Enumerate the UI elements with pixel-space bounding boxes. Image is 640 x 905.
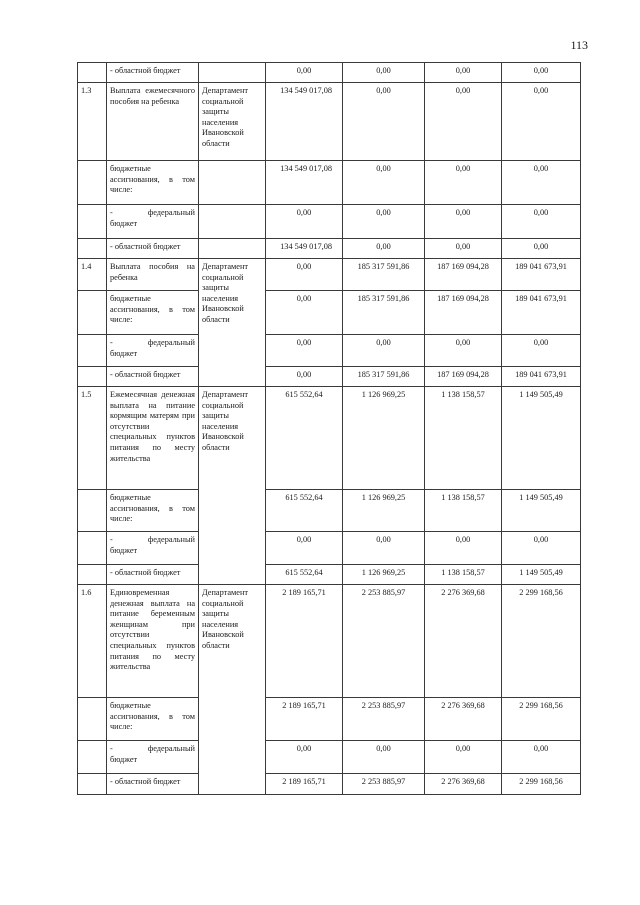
value-cell: 0,00	[425, 741, 502, 774]
value-cell: 0,00	[266, 63, 343, 83]
budget-text: бюджет	[110, 348, 138, 358]
value-cell: 0,00	[343, 83, 425, 161]
table-row	[78, 774, 581, 795]
value-cell: 185 317 591,86	[343, 259, 425, 291]
table-row	[78, 565, 581, 585]
value-cell: 1 149 505,49	[502, 387, 581, 490]
value-cell: 2 253 885,97	[343, 774, 425, 795]
value-cell: 187 169 094,28	[425, 259, 502, 291]
budget-text: бюджет	[110, 218, 138, 228]
item-name-cell: Единовременная денежная выплата на питание беременным женщинам при отсутствии специальных пунктов питания по месту жительства	[107, 585, 199, 698]
table-row	[78, 367, 581, 387]
value-cell: 0,00	[266, 367, 343, 387]
value-cell: 2 276 369,68	[425, 585, 502, 698]
item-name-cell	[107, 205, 199, 239]
value-cell: 0,00	[502, 741, 581, 774]
budget-table	[77, 62, 581, 795]
value-cell: 1 138 158,57	[425, 565, 502, 585]
table-row	[78, 741, 581, 774]
value-cell: 0,00	[502, 161, 581, 205]
item-number-cell	[78, 161, 107, 205]
department-cell: Департамент социальной защиты населения Ивановской области	[199, 585, 266, 795]
value-cell: 0,00	[266, 259, 343, 291]
value-cell: 185 317 591,86	[343, 291, 425, 335]
value-cell: 2 299 168,56	[502, 698, 581, 741]
value-cell: 1 126 969,25	[343, 565, 425, 585]
item-name-cell: - областной бюджет	[107, 239, 199, 259]
item-name-cell	[107, 532, 199, 565]
value-cell: 0,00	[502, 63, 581, 83]
item-name-cell: Ежемесячная денежная выплата на питание кормящим матерям при отсутствии специальных пунктов питания по месту жительства	[107, 387, 199, 490]
item-number-cell: 1.5	[78, 387, 107, 490]
item-number-cell: 1.3	[78, 83, 107, 161]
federal-text: федеральный	[147, 744, 195, 753]
value-cell: 1 138 158,57	[425, 490, 502, 532]
item-number-cell	[78, 565, 107, 585]
value-cell: 2 189 165,71	[266, 698, 343, 741]
table-row	[78, 259, 581, 291]
table-row	[78, 83, 581, 161]
value-cell: 1 126 969,25	[343, 387, 425, 490]
item-number-cell	[78, 335, 107, 367]
federal-text: федеральный	[147, 535, 195, 544]
value-cell: 615 552,64	[266, 565, 343, 585]
value-cell: 2 276 369,68	[425, 698, 502, 741]
value-cell: 0,00	[502, 239, 581, 259]
value-cell: 1 149 505,49	[502, 565, 581, 585]
value-cell: 0,00	[343, 239, 425, 259]
value-cell: 615 552,64	[266, 387, 343, 490]
item-name-cell: Выплата пособия на ребенка	[107, 259, 199, 291]
value-cell: 2 276 369,68	[425, 774, 502, 795]
table-row	[78, 161, 581, 205]
table-row	[78, 63, 581, 83]
table-row	[78, 490, 581, 532]
department-cell: Департамент социальной защиты населения Ивановской области	[199, 83, 266, 161]
dash-text: -	[110, 744, 113, 753]
value-cell: 2 253 885,97	[343, 698, 425, 741]
table-row	[78, 532, 581, 565]
value-cell: 189 041 673,91	[502, 259, 581, 291]
department-cell	[199, 239, 266, 259]
federal-text: федеральный	[147, 338, 195, 347]
value-cell: 134 549 017,08	[266, 83, 343, 161]
value-cell: 134 549 017,08	[266, 239, 343, 259]
item-number-cell: 1.4	[78, 259, 107, 291]
value-cell: 2 299 168,56	[502, 585, 581, 698]
value-cell: 187 169 094,28	[425, 291, 502, 335]
page-number: 113	[570, 38, 588, 52]
budget-text: бюджет	[110, 545, 138, 555]
item-number-cell	[78, 741, 107, 774]
item-name-cell: - областной бюджет	[107, 565, 199, 585]
value-cell: 0,00	[425, 63, 502, 83]
department-cell: Департамент социальной защиты населения Ивановской области	[199, 259, 266, 387]
value-cell: 0,00	[266, 335, 343, 367]
value-cell: 0,00	[502, 532, 581, 565]
value-cell: 0,00	[425, 532, 502, 565]
table-row	[78, 698, 581, 741]
budget-text: бюджет	[110, 754, 138, 764]
value-cell: 189 041 673,91	[502, 367, 581, 387]
value-cell: 2 299 168,56	[502, 774, 581, 795]
value-cell: 0,00	[343, 741, 425, 774]
department-cell	[199, 161, 266, 205]
item-name-cell	[107, 741, 199, 774]
department-cell: Департамент социальной защиты населения Ивановской области	[199, 387, 266, 585]
table-row	[78, 387, 581, 490]
item-number-cell	[78, 205, 107, 239]
item-number-cell	[78, 63, 107, 83]
item-name-cell: - областной бюджет	[107, 63, 199, 83]
value-cell: 134 549 017,08	[266, 161, 343, 205]
value-cell: 187 169 094,28	[425, 367, 502, 387]
item-number-cell	[78, 774, 107, 795]
value-cell: 0,00	[502, 205, 581, 239]
value-cell: 1 126 969,25	[343, 490, 425, 532]
item-name-cell: бюджетные ассигнования, в том числе:	[107, 698, 199, 741]
value-cell: 0,00	[266, 205, 343, 239]
dash-text: -	[110, 208, 113, 217]
dash-text: -	[110, 535, 113, 544]
item-number-cell	[78, 532, 107, 565]
value-cell: 0,00	[266, 291, 343, 335]
item-number-cell	[78, 367, 107, 387]
item-name-cell: - областной бюджет	[107, 367, 199, 387]
value-cell: 0,00	[266, 741, 343, 774]
table-row	[78, 335, 581, 367]
item-number-cell	[78, 291, 107, 335]
item-number-cell	[78, 239, 107, 259]
value-cell: 0,00	[425, 335, 502, 367]
table-row	[78, 239, 581, 259]
federal-text: федеральный	[147, 208, 195, 217]
value-cell: 1 149 505,49	[502, 490, 581, 532]
value-cell: 0,00	[343, 205, 425, 239]
table-row	[78, 291, 581, 335]
dash-text: -	[110, 338, 113, 347]
value-cell: 189 041 673,91	[502, 291, 581, 335]
item-name-cell: бюджетные ассигнования, в том числе:	[107, 490, 199, 532]
value-cell: 0,00	[343, 63, 425, 83]
value-cell: 0,00	[425, 205, 502, 239]
department-cell	[199, 205, 266, 239]
value-cell: 0,00	[425, 161, 502, 205]
item-name-cell: - областной бюджет	[107, 774, 199, 795]
item-name-cell: бюджетные ассигнования, в том числе:	[107, 161, 199, 205]
item-number-cell	[78, 698, 107, 741]
item-name-cell: бюджетные ассигнования, в том числе:	[107, 291, 199, 335]
value-cell: 0,00	[425, 239, 502, 259]
item-number-cell: 1.6	[78, 585, 107, 698]
value-cell: 0,00	[266, 532, 343, 565]
table-row	[78, 205, 581, 239]
value-cell: 0,00	[343, 161, 425, 205]
value-cell: 0,00	[343, 532, 425, 565]
value-cell: 2 189 165,71	[266, 774, 343, 795]
value-cell: 2 189 165,71	[266, 585, 343, 698]
item-name-cell	[107, 335, 199, 367]
value-cell: 2 253 885,97	[343, 585, 425, 698]
value-cell: 1 138 158,57	[425, 387, 502, 490]
item-number-cell	[78, 490, 107, 532]
table-row	[78, 585, 581, 698]
value-cell: 185 317 591,86	[343, 367, 425, 387]
item-name-cell: Выплата ежемесячного пособия на ребенка	[107, 83, 199, 161]
value-cell: 615 552,64	[266, 490, 343, 532]
value-cell: 0,00	[425, 83, 502, 161]
department-cell	[199, 63, 266, 83]
value-cell: 0,00	[343, 335, 425, 367]
value-cell: 0,00	[502, 335, 581, 367]
value-cell: 0,00	[502, 83, 581, 161]
